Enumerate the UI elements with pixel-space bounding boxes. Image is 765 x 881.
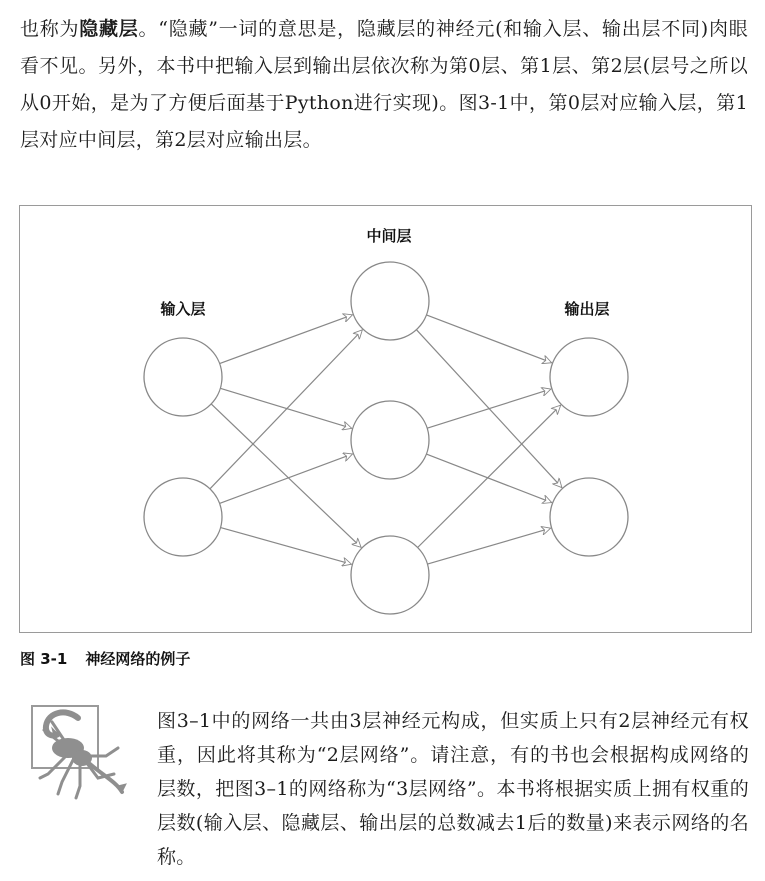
edge-l0-1-to-2 — [221, 528, 352, 565]
edge-l0-0-to-2 — [211, 404, 361, 547]
figure-caption — [20, 648, 190, 669]
input-neuron-1 — [144, 338, 222, 416]
hidden-neuron-3 — [351, 536, 429, 614]
input-layer-label: 输入层 — [160, 300, 206, 318]
edge-l1-1-to-1 — [426, 454, 551, 502]
caption-title: 神经网络的例子 — [85, 650, 191, 668]
edge-l1-0-to-0 — [426, 315, 551, 363]
edge-l0-1-to-1 — [220, 454, 353, 503]
edge-l0-0-to-0 — [220, 315, 353, 364]
caption-number: 图 3-1 — [20, 650, 68, 668]
edge-l0-0-to-1 — [220, 388, 351, 428]
edge-l1-1-to-0 — [427, 389, 551, 428]
edge-l0-1-to-0 — [210, 330, 362, 489]
edge-l1-2-to-1 — [427, 528, 550, 564]
neuron-nodes — [144, 262, 628, 614]
note-paragraph: 图3–1中的网络一共由3层神经元构成，但实质上只有2层神经元有权重，因此将其称为“2层网络”。请注意，有的书也会根据构成网络的层数，把图3–1的网络称为“3层网络”。本书将根据实质上拥有权重的层数(输入层、隐藏层、输出层的总数减去1后的数量)来表示网络的名称。 — [157, 710, 749, 868]
intro-paragraph — [20, 11, 748, 159]
input-neuron-2 — [144, 478, 222, 556]
hidden-neuron-1 — [351, 262, 429, 340]
network-diagram — [20, 206, 753, 634]
intro-text-1: 也称为 — [20, 18, 80, 40]
scorpion-icon — [18, 704, 128, 808]
edge-l1-2-to-0 — [418, 405, 561, 547]
output-neuron-2 — [550, 478, 628, 556]
hidden-layer-label: 中间层 — [366, 227, 412, 245]
hidden-layer-term: 隐藏层 — [79, 18, 139, 40]
hidden-neuron-2 — [351, 401, 429, 479]
output-layer-label: 输出层 — [564, 300, 610, 318]
output-neuron-1 — [550, 338, 628, 416]
figure-3-1 — [19, 205, 752, 633]
intro-text-2: 。“隐藏”一词的意思是，隐藏层的神经元(和输入层、输出层不同)肉眼看不见。另外，本书中把输入层到输出层依次称为第0层、第1层、第2层(层号之所以从0开始，是为了方便后面基于Python进行实现)。图3-1中，第0层对应输入层，第1层对应中间层，第2层对应输出层。 — [20, 18, 748, 151]
